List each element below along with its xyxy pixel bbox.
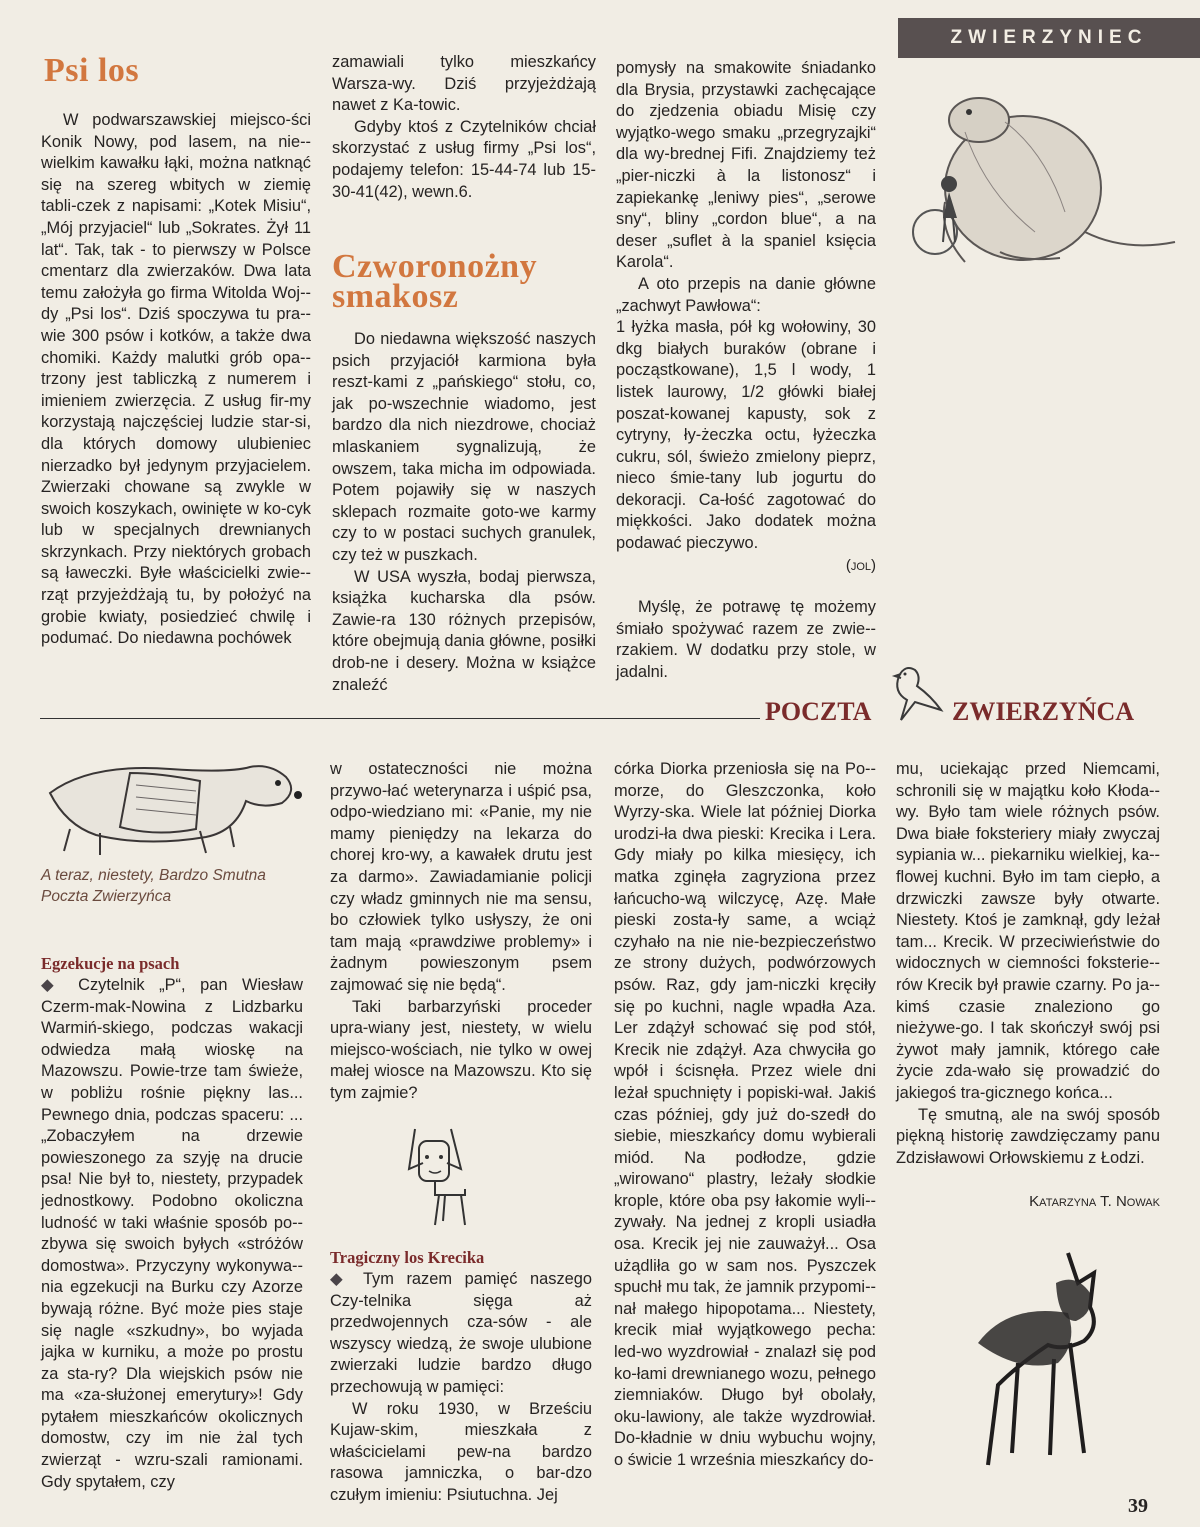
paragraph: Taki barbarzyński proceder upra-wiany jest, niestety, w wielu miejsco-wościach, nie tylko w owej małej wiosce na Mazowszu. Kto się tym zajmie?: [330, 997, 592, 1102]
caption-line: Poczta Zwierzyńca: [41, 888, 172, 905]
paragraph: mu, uciekając przed Niemcami, schronili się w majątku koło Kłoda-wy. Było tam wiele różnych psów. Dwa białe foksteriery miały zwyczaj sypiania w... piekarniku wielkiej, ka-flowej kuchni. Było im tam ciepło, a drzwiczki zawsze były otwarte. Niestety. Ktoś je zamknął, gdy leżał tam... Krecik. W przeciwieństwie do widocznych w ciemności foksterie-rów Krecik był prawie czarny. Po ja-kimś czasie znaleziono go nieżywe-go. I tak skończył swój psi żywot mały jamnik, którego całe życie zda-wało się prowadzić do jakiegoś tra-gicznego końca...: [896, 760, 1160, 1102]
paragraph: W podwarszawskiej miejsco-ści Konik Nowy, pod lasem, na nie-wielkim kawałku łąki, można natknąć się na szereg wbitych w ziemię tabli-czek z napisami: „Kotek Misiu“, „Mój przyjaciel“ lub „Sokrates. Żył 11 lat“. Tak, tak - to pierwszy w Polsce cmentarz dla zwierzaków. Dwa lata temu założyła go firma Witolda Woj-dy „Psi los“. Dziś spoczywa tu pra-wie 300 psów i kotków, a także dwa chomiki. Każdy malutki grób opa-trzony jest tabliczką z numerem i imieniem zwierzęcia. Z usług fir-my korzystają najczęściej ludzie star-si, dla których domowy ulubieniec nierzadko był jedynym przyjacielem. Zwierzaki chowane są zwykle w swoich koszykach, owinięte w ko-cyk lub w specjalnych drewnianych skrzynkach. Przy niektórych grobach są ławeczki. Byłe właścicielki zwie-rząt przyjeżdżają tu, by położyć na grobie kwiaty, posiedzieć chwilę i podumać. Do niedawna pochówek: [41, 111, 311, 648]
paragraph-text: Tym razem pamięć naszego Czy-telnika sięga aż przedwojennych cza-sów - ale wszyscy wiedzą, że swoje ulubione zwierzaki ludzie bardzo długo przechowują w pamięci:: [330, 1270, 592, 1396]
article1-column2: [332, 52, 596, 203]
diamond-bullet-icon: ◆: [330, 1270, 351, 1288]
article3-column1: [41, 975, 303, 1493]
paragraph: A oto przepis na danie główne „zachwyt Pawłowa“:: [616, 274, 876, 315]
article-title-smakosz: [332, 248, 602, 315]
section-banner: ZWIERZYNIEC: [898, 18, 1200, 58]
article4-column2: [330, 1269, 592, 1507]
groundhog-illustration: [905, 82, 1195, 282]
article-title-psi-los: Psi los: [44, 52, 140, 89]
paragraph: Tę smutną, ale na swój sposób piękną historię zawdzięczamy panu Zdzisławowi Orłowskiemu z Łodzi.: [896, 1105, 1160, 1167]
paragraph-text: Czytelnik „P“, pan Wiesław Czerm-mak-Nowina z Lidzbarku Warmiń-skiego, podczas wakacji odwiedza małą wioskę na Mazowszu. Powie-trze tam świeże, w pobliżu rośnie piękny las... Pewnego dnia, podczas spaceru: ... „Zobaczyłem na drzewie powieszonego za szyję na drucie psa! Nie był to, niestety, przypadek jednostkowy. Podobno okoliczna ludność w taki właśnie sposób po-zbywa się swoich byłych «stróżów domostwa». Przyczyny wykonywa-nia egzekucji na Burku czy Azorze bywają różne. Być może pies staje się nagle «szkudny», bo wyjada jajka w kurniku, a może po prostu za sta-ry? Dla wiejskich psów nie ma «za-służonej emerytury»! Gdy pytałem mieszkańców okolicznych domostw, czy im nie żal tych zwierząt - wzru-szali ramionami. Gdy spytałem, czy: [41, 976, 304, 1491]
paragraph: [41, 975, 303, 1493]
section-divider: [40, 718, 760, 719]
paragraph: W USA wyszła, bodaj pierwsza, książka kucharska dla psów. Zawie-ra 130 różnych przepisów, które obejmują dania główne, posiłki drob-ne i desery. Można w książce znaleźć: [332, 567, 596, 694]
article3-column2: [330, 759, 592, 1105]
paragraph: 1 łyżka masła, pół kg wołowiny, 30 dkg białych buraków (obrane i począstkowane), 1,5 l wody, 1 listek laurowy, 1/2 główki białej poszat-kowanej kapusty, sok z cytryny, ły-żeczka octu, łyżeczka cukru, sól, świeżo zmielony pieprz, nieco śmie-tany lub jogurtu do dekoracji. Ca-łość zagotować do miękkości. Jako dodatek można podawać pieczywo.: [616, 318, 876, 553]
signature: (jol): [845, 556, 876, 574]
poczta-title-left: POCZTA: [765, 697, 872, 726]
page-number: 39: [1128, 1495, 1148, 1517]
title-line: smakosz: [332, 278, 459, 315]
article4-column4: [896, 759, 1160, 1213]
article1-column1: [41, 110, 311, 650]
article4-column3: [614, 759, 876, 1472]
diamond-bullet-icon: ◆: [41, 976, 64, 994]
paragraph: W roku 1930, w Brześciu Kujaw-skim, mieszkała z właścicielami pew-na bardzo rasowa jamniczka, o bar-dzo czułym imieniu: Psiutuchna. Jej: [330, 1399, 592, 1504]
author-signature: Katarzyna T. Nowak: [1029, 1193, 1160, 1211]
dog-sweater-illustration: [40, 733, 310, 858]
poczta-title-right: ZWIERZYŃCA: [952, 697, 1135, 726]
article-title-egzekucje: Egzekucje na psach: [41, 954, 180, 973]
sketch-dog-illustration: [395, 1123, 485, 1233]
paragraph: Gdyby ktoś z Czytelników chciał skorzystać z usług firmy „Psi los“, podajemy telefon: 15-44-74 lub 15-30-41(42), wewn.6.: [332, 117, 596, 201]
paragraph: [330, 1269, 592, 1399]
illustration-caption: [41, 865, 311, 907]
article2-column3: [616, 58, 876, 684]
paragraph: pomysły na smakowite śniadanko dla Brysia, przystawki zachęcające do zjedzenia obiadu Misię czy wyjątko-wego smaku „przegryzajki“ dla wy-brednej Fifi. Znajdziemy też „pier-niczki à la listonosz“ i zapiekankę „leniwy pies“, „serowe sny“, bliny „cordon blue“, a na deser „suflet à la spaniel księcia Karola“.: [616, 59, 876, 272]
bird-icon: [885, 660, 945, 722]
paragraph: Do niedawna większość naszych psich przyjaciół karmiona była reszt-kami z „pańskiego“ stołu, co, jak po-wszechnie wiadomo, jest bardzo dla nich niezdrowe, chociaż mlaskaniem sygnalizują, że owszem, taka micha im odpowiada. Potem pojawiły się w naszych sklepach rozmaite goto-we karmy czy to w postaci suchych granulek, czy też w puszkach.: [332, 330, 596, 564]
title-line: Czworonożny: [332, 248, 538, 285]
paragraph: córka Diorka przeniosła się na Po-morze, do Gleszczonka, koło Wyrzy-ska. Wiele lat później Diorka urodzi-ła dwa pieski: Krecika i Lera. Gdy miały po kilka miesięcy, ich matka zginęła zagryziona przez łańcucho-wą wilczycę, Azę. Małe pieski zosta-ły same, a wciąż czyhało na nie nie-bezpieczeństwo ze strony dużych, podwórzowych psów. Raz, gdy jam-niczki kręciły się po kuchni, nagle wpadła Aza. Ler zdążył schować się pod stół, Krecik nie zdążył. Aza chwyciła go wpół i ścisnęła. Przez wiele dni leżał spuchnięty i popiski-wał. Jakiś czas później, gdy już do-szedł do siebie, mieszkańcy domu wybierali miód. Na podłodze, gdzie „wirowano“ plastry, leżały słodkie krople, które oba psy łakomie wyli-zywały. Na jednej z kropli usiadła osa. Krecik jej nie zauważył... Osa użądliła go w sam nos. Pyszczek spuchł mu tak, że jamnik przypomi-nał małego hipopotama... Niestety, krecik miał wyjątkowego pecha: led-wo wyzdrowiał - znalazł się pod ko-łami drewnianego wozu, pełnego ziemniaków. Długo był obolały, oku-lawiony, ale także wyzdrowiał. Do-kładnie w dniu wybuchu wojny, o świcie 1 września mieszkańcy do-: [614, 760, 876, 1469]
paragraph: zamawiali tylko mieszkańcy Warsza-wy. Dziś przyjeżdżają nawet z Ka-towic.: [332, 53, 596, 115]
article-title-krecik: Tragiczny los Krecika: [330, 1248, 485, 1267]
caption-line: A teraz, niestety, Bardzo Smutna: [41, 867, 266, 884]
scribbled-dog-illustration: [958, 1243, 1118, 1473]
article2-column2: [332, 329, 596, 696]
paragraph: w ostateczności nie można przywo-łać weterynarza i uśpić psa, odpo-wiedziano mi: «Panie, my nie mamy pieniędzy na lekarza do chorej kro-wy, a kawałek drutu jest za darmo». Zawiadamianie policji czy władz gminnych nie ma sensu, bo człowiek tylko usłyszy, że oni tam mają «prawdziwe problemy» i żadnym powieszonym psem zajmować się nie będą“.: [330, 760, 592, 994]
paragraph: Myślę, że potrawę tę możemy śmiało spożywać razem ze zwie-rzakiem. W dodatku przy stole, w jadalni.: [616, 598, 876, 682]
